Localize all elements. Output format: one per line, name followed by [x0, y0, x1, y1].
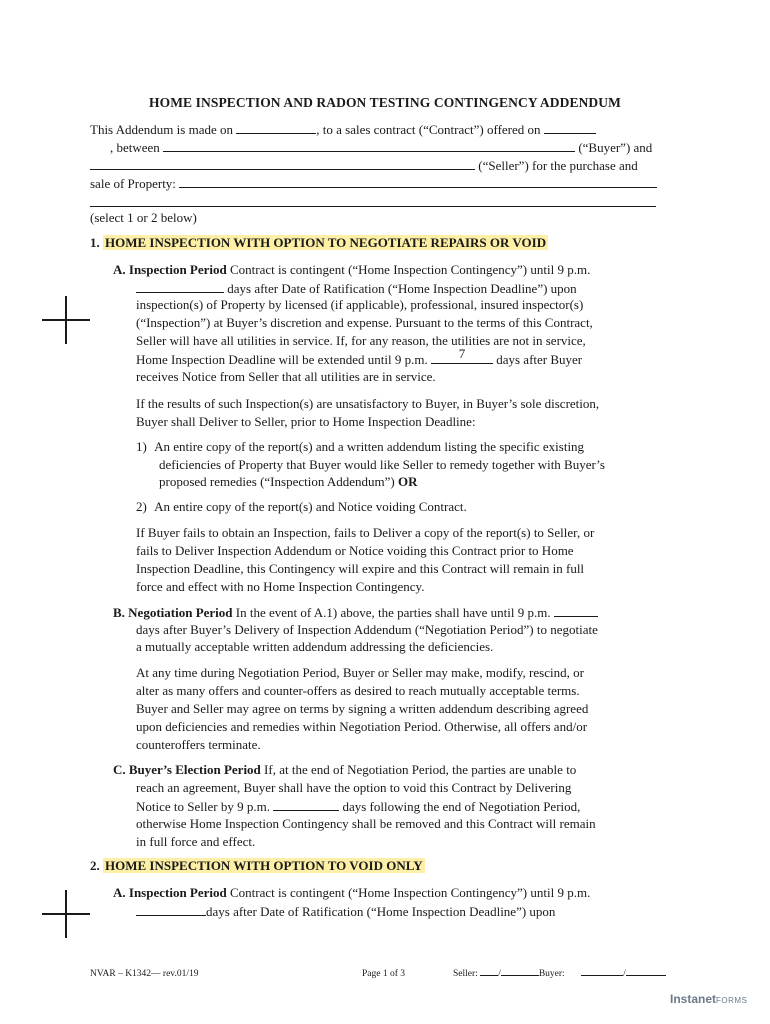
- s1b-line-1: B. Negotiation Period In the event of A.1) above, the parties shall have until 9 p.m.: [113, 603, 598, 622]
- s1c-line-3: Notice to Seller by 9 p.m. days following the end of Negotiation Period,: [136, 799, 581, 814]
- s2a-line-2: days after Date of Ratification (“Home Inspection Deadline”) upon: [136, 902, 555, 921]
- seller-name-field[interactable]: [90, 156, 475, 170]
- s1c-line-2: reach an agreement, Buyer shall have the option to void this Contract by Delivering: [136, 780, 572, 795]
- s1a-line-3: inspection(s) of Property by licensed (if applicable), professional, insured inspector(s): [136, 297, 584, 312]
- intro-line-1: This Addendum is made on , to a sales contract (“Contract”) offered on: [90, 120, 596, 139]
- s2-inspection-days-field[interactable]: [136, 902, 206, 916]
- s1a-line-7: receives Notice from Seller that all utilities are in service.: [136, 369, 436, 384]
- intro-line-4: sale of Property:: [90, 174, 657, 193]
- footer-initials: Seller: / Buyer: /: [453, 965, 666, 983]
- section-2-heading: 2. HOME INSPECTION WITH OPTION TO VOID ONLY: [90, 858, 423, 873]
- seller-initials-2[interactable]: [501, 966, 539, 976]
- s1a-opt1-line-3: proposed remedies (“Inspection Addendum”) OR: [159, 474, 418, 489]
- s1a-p3-line-4: force and effect with no Home Inspection Contingency.: [136, 579, 425, 594]
- utilities-extension-days-field[interactable]: 7: [431, 350, 493, 364]
- s1b-p2-line-1: At any time during Negotiation Period, Buyer or Seller may make, modify, rescind, or: [136, 665, 584, 680]
- s1a-p2-line-2: Buyer shall Deliver to Seller, prior to Home Inspection Deadline:: [136, 414, 476, 429]
- s2a-line-1: A. Inspection Period Contract is contingent (“Home Inspection Contingency”) until 9 p.m.: [113, 885, 591, 900]
- s1b-p2-line-5: counteroffers terminate.: [136, 737, 261, 752]
- election-days-field[interactable]: [273, 797, 339, 811]
- s1a-line-4: (“Inspection”) at Buyer’s discretion and expense. Pursuant to the terms of this Contract,: [136, 315, 593, 330]
- s1a-opt1-line-2: deficiencies of Property that Buyer would like Seller to remedy together with Buyer’s: [159, 457, 605, 472]
- s1a-line-2: days after Date of Ratification (“Home Inspection Deadline”) upon: [136, 279, 577, 298]
- s1a-opt2-line-1: 2) An entire copy of the report(s) and Notice voiding Contract.: [136, 499, 467, 514]
- s1c-line-4: otherwise Home Inspection Contingency shall be removed and this Contract will remain: [136, 816, 596, 831]
- s1a-p3-line-3: Inspection Deadline, this Contingency will expire and this Contract will remain in full: [136, 561, 585, 576]
- s1a-line-6: Home Inspection Deadline will be extended until 9 p.m. 7 days after Buyer: [136, 346, 583, 367]
- buyer-initials-1[interactable]: [581, 966, 623, 976]
- property-address-field[interactable]: [179, 174, 657, 188]
- s1b-p2-line-2: alter as many offers and counter-offers as desired to reach mutually acceptable terms.: [136, 683, 580, 698]
- s1a-line-1: A. Inspection Period Contract is contingent (“Home Inspection Contingency”) until 9 p.m.: [113, 262, 591, 277]
- s1a-opt1-line-1: 1) An entire copy of the report(s) and a written addendum listing the specific existing: [136, 439, 585, 454]
- registration-mark-lower: [42, 890, 90, 938]
- page-title: HOME INSPECTION AND RADON TESTING CONTINGENCY ADDENDUM: [149, 95, 621, 110]
- property-address-field-2[interactable]: [90, 193, 656, 207]
- seller-initials-1[interactable]: [480, 966, 498, 976]
- s1b-line-3: a mutually acceptable written addendum addressing the deficiencies.: [136, 639, 494, 654]
- s1a-p3-line-1: If Buyer fails to obtain an Inspection, fails to Deliver a copy of the report(s) to Seller, or: [136, 525, 595, 540]
- buyer-initials-2[interactable]: [626, 966, 666, 976]
- select-note: (select 1 or 2 below): [90, 210, 197, 225]
- s1b-p2-line-3: Buyer and Seller may agree on terms by signing a written addendum describing agreed: [136, 701, 589, 716]
- s1a-p3-line-2: fails to Deliver Inspection Addendum or Notice voiding this Contract prior to Home: [136, 543, 574, 558]
- addendum-date-field[interactable]: [236, 120, 316, 134]
- s1b-p2-line-4: upon deficiencies and remedies within Negotiation Period. Otherwise, all offers and/or: [136, 719, 588, 734]
- s1c-line-1: C. Buyer’s Election Period If, at the end of Negotiation Period, the parties are unable to: [113, 762, 577, 777]
- s1a-line-5: Seller will have all utilities in service. If, for any reason, the utilities are not in service,: [136, 333, 586, 348]
- s1-inspection-days-field[interactable]: [136, 279, 224, 293]
- buyer-name-field[interactable]: [163, 138, 575, 152]
- s1c-line-5: in full force and effect.: [136, 834, 256, 849]
- s1a-p2-line-1: If the results of such Inspection(s) are unsatisfactory to Buyer, in Buyer’s sole discretion,: [136, 396, 600, 411]
- negotiation-days-field[interactable]: [554, 603, 598, 617]
- section-1-heading: 1. HOME INSPECTION WITH OPTION TO NEGOTIATE REPAIRS OR VOID: [90, 235, 547, 250]
- form-id: NVAR – K1342— rev.01/19: [90, 969, 199, 979]
- intro-line-2: , between (“Buyer”) and: [110, 140, 653, 155]
- intro-line-3: (“Seller”) for the purchase and: [90, 156, 638, 175]
- page-number: Page 1 of 3: [362, 969, 406, 979]
- s1b-line-2: days after Buyer’s Delivery of Inspection Addendum (“Negotiation Period”) to negotiate: [136, 622, 598, 637]
- registration-mark-upper: [42, 296, 90, 344]
- instanet-forms-logo: InstanetFORMS: [670, 992, 748, 1006]
- contract-date-field[interactable]: [544, 120, 596, 134]
